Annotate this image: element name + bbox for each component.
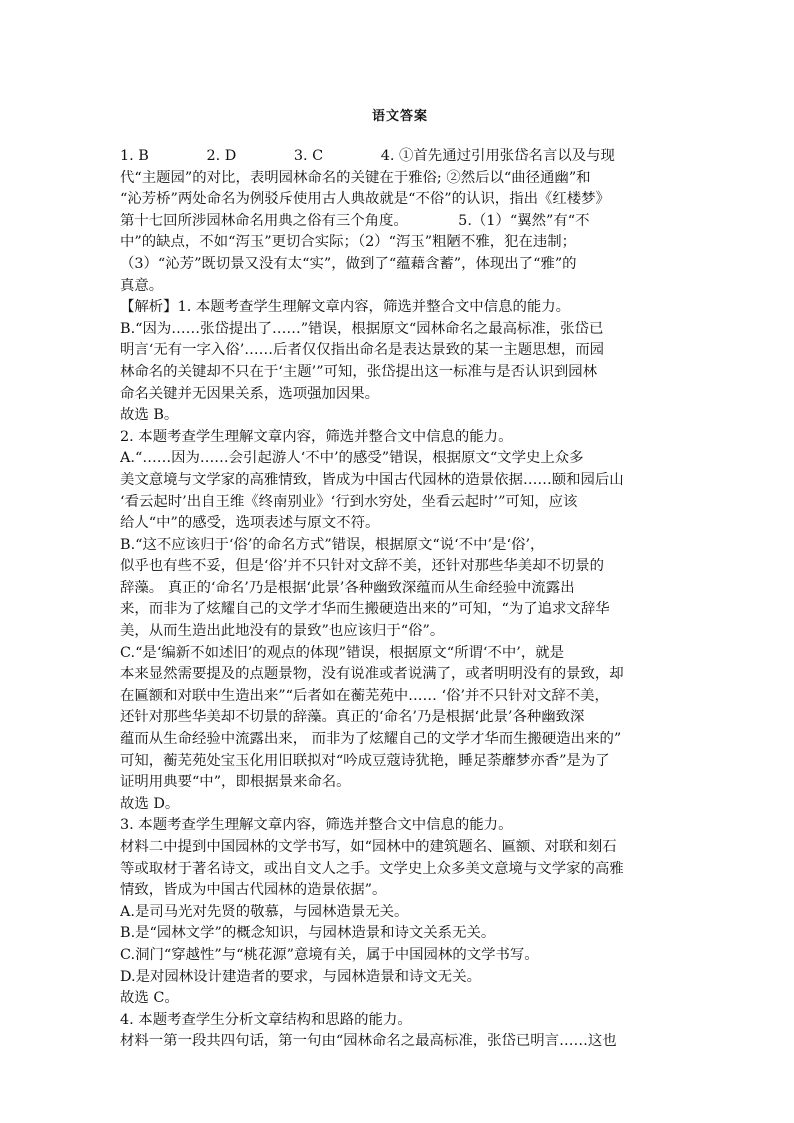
answer-body [120,146,680,1053]
text-line: 给人“中”的感受，选项表述与原文不符。 [120,515,380,532]
text-line: ‘看云起时’出自王维《终南别业》‘行到水穷处，坐看云起时’”可知，应该 [120,493,578,510]
text-line: D.是对园林设计建造者的要求，与园林造景和诗文无关。 [120,968,481,985]
text-line: 命名关键并无因果关系，选项强加因果。 [120,385,380,402]
text-line: 【解析】1. 本题考查学生理解文章内容，筛选并整合文中信息的能力。 [120,299,571,316]
text-line: B.“这不应该归于‘俗’的命名方式”错误，根据原文“说‘不中’是‘俗’， [120,536,545,553]
text-line: 美文意境与文学家的高雅情致，皆成为中国古代园林的造景依据……颐和园后山 [120,471,624,488]
text-line: 第十七回所涉园林命名用典之俗有三个角度。 5.（1）“翼然”有“不 [120,212,590,229]
text-line: 中”的缺点，不如“泻玉”更切合实际；（2）“泻玉”粗陋不雅，犯在违制； [120,234,577,251]
text-line: 辞藻。 真正的‘命名’乃是根据‘此景’各种幽致深蕴而从生命经验中流露出 [120,579,575,596]
text-line: 可知，蘅芜苑处宝玉化用旧联拟对“吟成豆蔻诗犹艳，睡足荼蘼梦亦香”是为了 [120,752,610,769]
text-line: A.“……因为……会引起游人‘不中’的感受”错误，根据原文“文学史上众多 [120,450,584,467]
text-line: A.是司马光对先贤的敬慕，与园林造景无关。 [120,903,409,920]
text-line: 3. 本题考查学生理解文章内容，筛选并整合文中信息的能力。 [120,817,513,834]
text-line: 真意。 [120,277,164,294]
text-line: B.是“园林文学”的概念知识，与园林造景和诗文关系无关。 [120,925,496,942]
text-line: 1. B 2. D 3. C 4. ①首先通过引用张岱名言以及与现 [120,148,615,164]
text-line: 美，从而生造出此地没有的景致”也应该归于“俗”。 [120,623,445,640]
text-line: 故选 B。 [120,407,179,424]
page-title: 语文答案 [371,109,428,124]
text-line: 等或取材于著名诗文，或出自文人之手。文学史上众多美文意境与文学家的高雅 [120,860,624,877]
text-line: （3）“沁芳”既切景又没有太“实”，做到了“蕴藉含蓄”，体现出了“雅”的 [120,255,577,272]
text-line: 林命名的关键却不只在于‘主题’”可知，张岱提出这一标准与是否认识到园林 [120,363,598,380]
text-line: 证明用典要“中”，即根据景来命名。 [120,774,351,791]
text-line: 来，而非为了炫耀自己的文学才华而生搬硬造出来的”可知，“为了追求文辞华 [120,601,610,618]
text-line: B.“因为……张岱提出了……”错误，根据原文“园林命名之最高标准，张岱已 [120,320,604,337]
text-line: C.洞门“穿越性”与“桃花源”意境有关，属于中国园林的文学书写。 [120,946,539,963]
text-line: 似乎也有些不妥，但是‘俗’并不只针对文辞不美，还针对那些华美却不切景的 [120,558,605,575]
text-line: 明言‘无有一字入俗’……后者仅仅指出命名是表达景致的某一主题思想，而园 [120,342,605,359]
text-line: 4. 本题考查学生分析文章结构和思路的能力。 [120,1011,412,1028]
text-line: 代“主题园”的对比，表明园林命名的关键在于雅俗; ②然后以“曲径通幽”和 [120,169,591,186]
text-line: 故选 D。 [120,795,180,812]
text-line: 还针对那些华美却不切景的辞藻。真正的‘命名’乃是根据‘此景’各种幽致深 [120,709,585,726]
text-line: 情致，皆成为中国古代园林的造景依据”。 [120,882,387,899]
text-line: “沁芳桥”两处命名为例驳斥使用古人典故就是“不俗”的认识，指出《红楼梦》 [120,191,610,208]
text-line: 本来显然需要提及的点题景物，没有说准或者说满了，或者明明没有的景致，却 [120,666,624,683]
text-line: C.“是‘编新不如述旧’的观点的体现”错误，根据原文“所谓‘不中’，就是 [120,644,564,661]
text-line: 材料二中提到中国园林的文学书写，如“园林中的建筑题名、匾额、对联和刻石 [120,839,617,855]
text-line: 2. 本题考查学生理解文章内容，筛选并整合文中信息的能力。 [120,428,513,445]
text-line: 在匾额和对联中生造出来”“后者如在蘅芜苑中…… ‘俗’并不只针对文辞不美， [120,687,609,704]
text-line: 故选 C。 [120,990,179,1007]
text-line: 蕴而从生命经验中流露出来， 而非为了炫耀自己的文学才华而生搬硬造出来的” [120,731,622,748]
text-line: 材料一第一段共四句话，第一句由“园林命名之最高标准，张岱已明言……这也 [120,1033,617,1050]
